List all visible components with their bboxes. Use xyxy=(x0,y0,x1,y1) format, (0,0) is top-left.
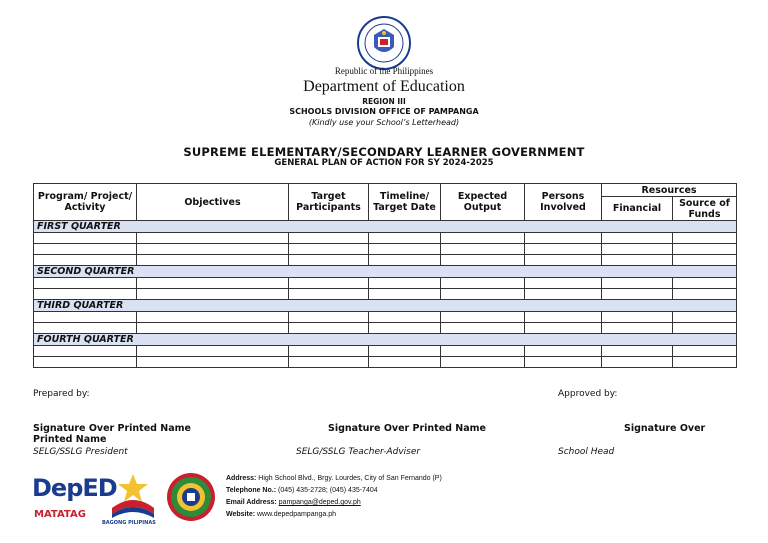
signature-line-adviser: Signature Over Printed Name xyxy=(328,423,486,434)
matatag-logo: MATATAG xyxy=(34,509,86,520)
quarter-row xyxy=(34,221,737,233)
table-row xyxy=(34,278,737,289)
division-label: SCHOOLS DIVISION OFFICE OF PAMPANGA xyxy=(289,107,479,116)
role-school-head: School Head xyxy=(558,447,615,457)
division-seal-icon xyxy=(166,472,216,522)
quarter-row xyxy=(34,334,737,346)
quarter-row xyxy=(34,300,737,312)
deped-seal-icon xyxy=(356,15,412,71)
phone-line: Telephone No.: (045) 435-2728; (045) 435-7404 xyxy=(226,487,378,494)
quarter-label: FOURTH QUARTER xyxy=(34,334,737,346)
table-row xyxy=(34,255,737,266)
republic-label: Republic of the Philippines xyxy=(334,66,434,76)
document-subtitle: GENERAL PLAN OF ACTION FOR SY 2024-2025 xyxy=(274,158,494,168)
col-expected-output: Expected Output xyxy=(441,184,525,221)
col-objectives: Objectives xyxy=(137,184,289,221)
quarter-label: SECOND QUARTER xyxy=(34,266,737,278)
signature-line-president: Signature Over Printed Name xyxy=(33,423,191,434)
letterhead-note: (Kindly use your School’s Letterhead) xyxy=(308,118,460,127)
prepared-by-label: Prepared by: xyxy=(33,389,90,399)
website-link[interactable]: www.depedpampanga.ph xyxy=(257,511,337,518)
table-row xyxy=(34,289,737,300)
col-source-of-funds: Source of Funds xyxy=(673,197,737,221)
table-row xyxy=(34,233,737,244)
table-row xyxy=(34,244,737,255)
department-name: Department of Education xyxy=(303,78,465,95)
table-row xyxy=(34,357,737,368)
col-financial: Financial xyxy=(602,197,673,221)
plan-of-action-table xyxy=(33,183,737,368)
table-row xyxy=(34,346,737,357)
signature-line-president-cont: Printed Name xyxy=(33,434,107,445)
bagong-pilipinas-logo-icon xyxy=(106,470,160,520)
signature-line-head: Signature Over xyxy=(624,423,706,434)
approved-by-label: Approved by: xyxy=(558,389,618,399)
address-line: Address: High School Blvd., Brgy. Lourdes, City of San Fernando (P) xyxy=(226,475,442,482)
region-label: REGION III xyxy=(362,97,406,106)
quarter-label: FIRST QUARTER xyxy=(34,221,737,233)
quarter-label: THIRD QUARTER xyxy=(34,300,737,312)
email-link[interactable]: pampanga@deped.gov.ph xyxy=(278,499,361,506)
role-president: SELG/SSLG President xyxy=(33,447,128,457)
col-timeline: Timeline/ Target Date xyxy=(369,184,441,221)
table-row xyxy=(34,312,737,323)
col-program: Program/ Project/ Activity xyxy=(34,184,137,221)
quarter-row xyxy=(34,266,737,278)
table-row xyxy=(34,323,737,334)
website-line: Website: www.depedpampanga.ph xyxy=(226,511,337,518)
bagong-pilipinas-label: BAGONG PILIPINAS xyxy=(102,520,156,526)
email-line: Email Address: pampanga@deped.gov.ph xyxy=(226,499,361,506)
document-title: SUPREME ELEMENTARY/SECONDARY LEARNER GOVERNMENT xyxy=(183,145,585,159)
col-resources: Resources xyxy=(602,184,737,197)
col-persons-involved: Persons Involved xyxy=(525,184,602,221)
deped-logo: DepED xyxy=(32,474,117,502)
role-adviser: SELG/SSLG Teacher-Adviser xyxy=(296,447,421,457)
col-target-participants: Target Participants xyxy=(289,184,369,221)
